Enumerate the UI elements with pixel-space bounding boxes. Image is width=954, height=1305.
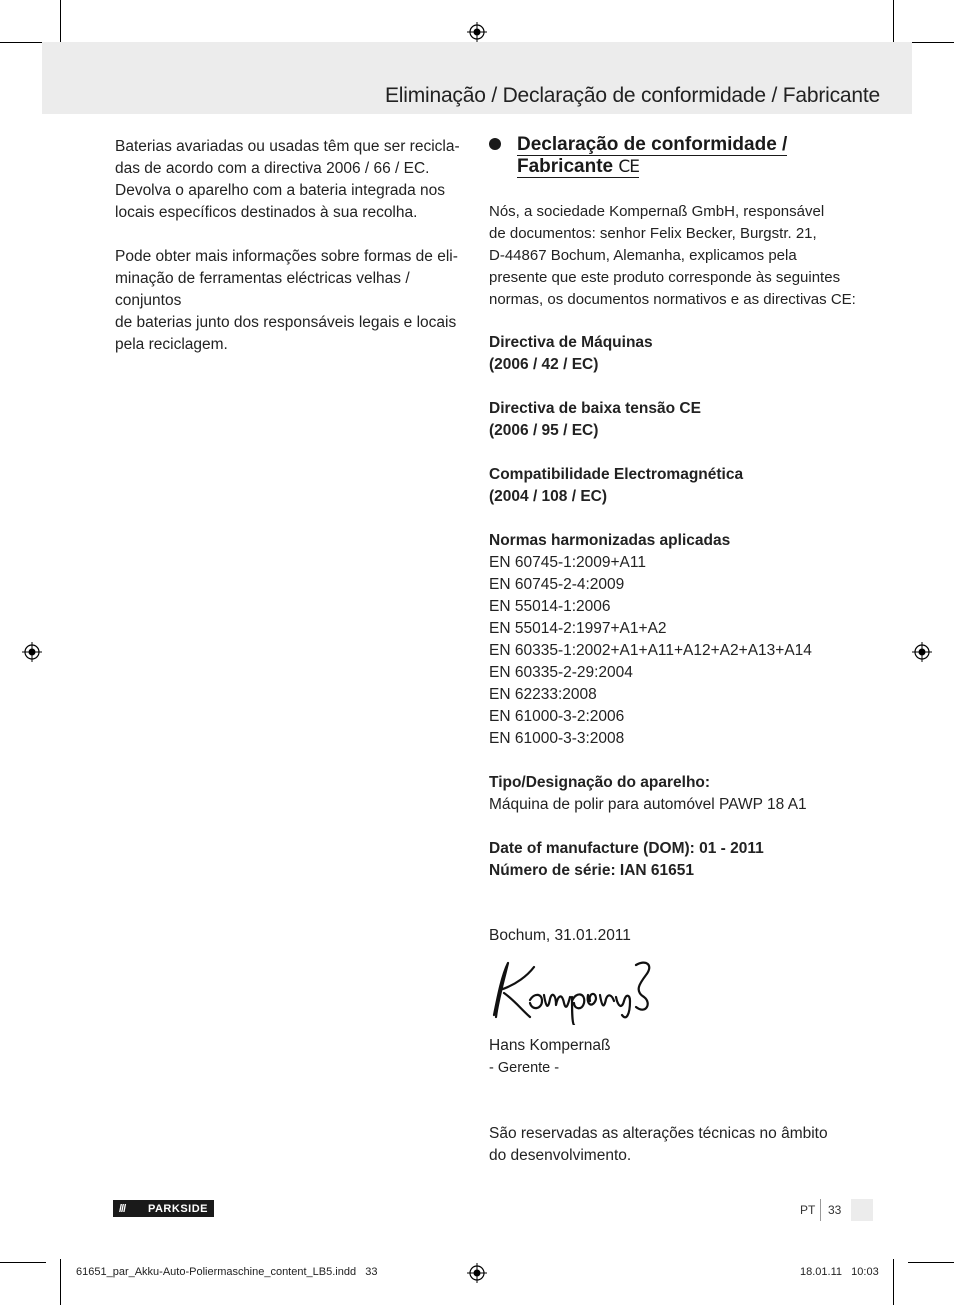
device-type bbox=[489, 772, 869, 816]
directive-low-voltage bbox=[489, 398, 869, 442]
registration-mark-icon bbox=[467, 22, 487, 42]
standard-item: EN 61000-3-3:2008 bbox=[489, 730, 625, 747]
heading-line: Declaração de conformidade / bbox=[517, 134, 788, 155]
left-column bbox=[115, 136, 460, 378]
signer-block bbox=[489, 1035, 869, 1079]
standard-item: EN 60335-2-29:2004 bbox=[489, 664, 633, 681]
serial-line: Número de série: IAN 61651 bbox=[489, 862, 695, 879]
slug-date: 18.01.11 10:03 bbox=[800, 1266, 879, 1278]
crop-mark bbox=[60, 1259, 61, 1305]
intro-text: Nós, a sociedade Kompernaß GmbH, responsável de documentos: senhor Felix Becker, Burgstr. 21, D-44867 Bochum, Alemanha, explicamos pela presente que este produto corresponde às seguintes normas, os documentos normativos e as directivas CE: bbox=[489, 203, 856, 308]
type-title: Tipo/Designação do aparelho: bbox=[489, 774, 711, 791]
page-number: 33 bbox=[828, 1203, 842, 1217]
footnote: São reservadas as alterações técnicas no âmbito do desenvolvimento. bbox=[489, 1125, 828, 1164]
signer-role: - Gerente - bbox=[489, 1060, 560, 1076]
heading-line: Fabricante bbox=[517, 156, 614, 177]
directive-code: (2006 / 42 / EC) bbox=[489, 356, 599, 373]
brand-logo bbox=[113, 1200, 214, 1217]
slug-file: 61651_par_Akku-Auto-Poliermaschine_content_LB5.indd 33 bbox=[76, 1266, 378, 1278]
divider bbox=[820, 1199, 821, 1221]
standards-list bbox=[489, 530, 869, 750]
directive-title: Directiva de baixa tensão CE bbox=[489, 400, 701, 417]
logo-stripes-icon: /// bbox=[119, 1203, 126, 1215]
directive-code: (2004 / 108 / EC) bbox=[489, 488, 608, 505]
directive-emc bbox=[489, 464, 869, 508]
standard-item: EN 60745-1:2009+A11 bbox=[489, 554, 646, 571]
directive-title: Compatibilidade Electromagnética bbox=[489, 466, 744, 483]
paragraph: Pode obter mais informações sobre formas de eli- minação de ferramentas eléctricas velhas / conjuntos de baterias junto dos responsáveis legais e locais pela reciclagem. bbox=[115, 248, 458, 353]
directive-title: Directiva de Máquinas bbox=[489, 334, 653, 351]
crop-mark bbox=[0, 1262, 46, 1263]
signer-name: Hans Kompernaß bbox=[489, 1037, 611, 1054]
crop-mark bbox=[60, 0, 61, 46]
registration-mark-icon bbox=[912, 642, 932, 662]
page-tab bbox=[851, 1199, 873, 1221]
manufacture-info bbox=[489, 838, 869, 882]
language-code: PT bbox=[800, 1203, 816, 1217]
dom-line: Date of manufacture (DOM): 01 - 2011 bbox=[489, 840, 764, 857]
standards-title: Normas harmonizadas aplicadas bbox=[489, 532, 731, 549]
type-value: Máquina de polir para automóvel PAWP 18 A1 bbox=[489, 796, 807, 813]
paragraph: Baterias avariadas ou usadas têm que ser recicla- das de acordo com a directiva 2006 / 66 / EC. Devolva o aparelho com a bateria integrada nos locais específicos destinados à sua recolha. bbox=[115, 138, 460, 221]
crop-mark bbox=[908, 1262, 954, 1263]
registration-mark-icon bbox=[22, 642, 42, 662]
directive-code: (2006 / 95 / EC) bbox=[489, 422, 599, 439]
directive-machines bbox=[489, 332, 869, 376]
standard-item: EN 60335-1:2002+A1+A11+A12+A2+A13+A14 bbox=[489, 642, 812, 659]
bullet-icon bbox=[489, 138, 501, 150]
crop-mark bbox=[908, 42, 954, 43]
standard-item: EN 55014-1:2006 bbox=[489, 598, 611, 615]
crop-mark bbox=[0, 42, 46, 43]
crop-mark bbox=[893, 1259, 894, 1305]
crop-mark bbox=[893, 0, 894, 46]
page-title: Eliminação / Declaração de conformidade / Fabricante bbox=[384, 84, 880, 107]
section-heading bbox=[517, 134, 787, 178]
standard-item: EN 62233:2008 bbox=[489, 686, 597, 703]
brand-name: PARKSIDE bbox=[147, 1202, 208, 1215]
place-date: Bochum, 31.01.2011 bbox=[489, 927, 631, 944]
signature-image bbox=[486, 955, 666, 1025]
standard-item: EN 61000-3-2:2006 bbox=[489, 708, 625, 725]
standard-item: EN 60745-2-4:2009 bbox=[489, 576, 625, 593]
standard-item: EN 55014-2:1997+A1+A2 bbox=[489, 620, 667, 637]
ce-mark-icon: CE bbox=[618, 157, 639, 177]
registration-mark-icon bbox=[467, 1263, 487, 1283]
